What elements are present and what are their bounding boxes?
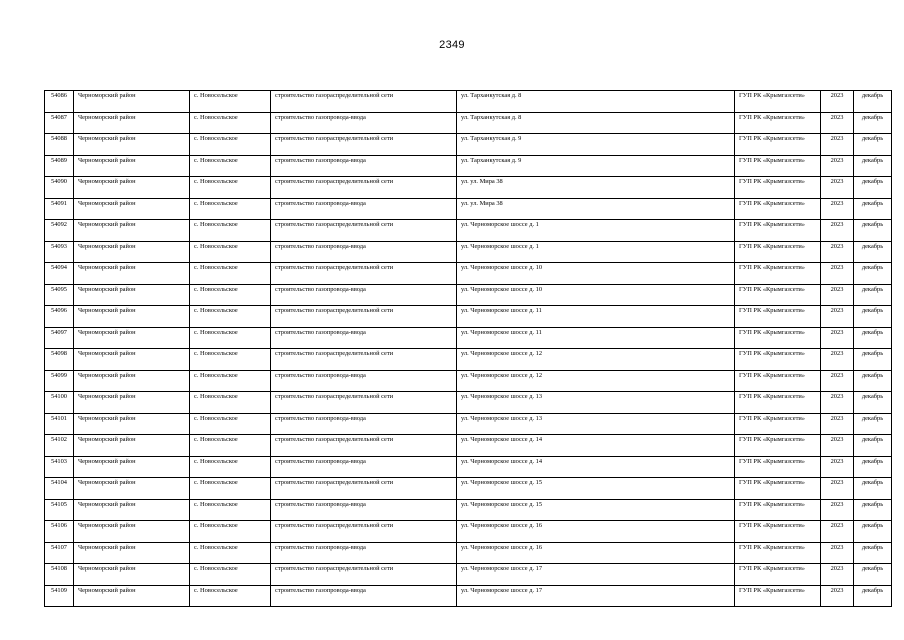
page-number: 2349 xyxy=(439,39,465,51)
cell-district: Черноморский район xyxy=(74,155,190,177)
cell-number: 54097 xyxy=(45,327,74,349)
cell-month: декабрь xyxy=(854,241,892,263)
cell-organization: ГУП РК «Крымгазсети» xyxy=(735,198,821,220)
cell-address: ул. Черноморское шоссе д. 1 xyxy=(457,241,735,263)
table-row xyxy=(45,478,892,500)
table-body xyxy=(45,91,892,607)
cell-locality: с. Новосельское xyxy=(190,306,271,328)
cell-year: 2023 xyxy=(821,91,854,113)
table-row xyxy=(45,91,892,113)
cell-organization: ГУП РК «Крымгазсети» xyxy=(735,263,821,285)
cell-work-type: строительство газопровода-ввода xyxy=(271,499,457,521)
cell-work-type: строительство газораспределительной сети xyxy=(271,263,457,285)
table-row xyxy=(45,241,892,263)
cell-locality: с. Новосельское xyxy=(190,456,271,478)
cell-address: ул. Черноморское шоссе д. 17 xyxy=(457,585,735,607)
cell-district: Черноморский район xyxy=(74,392,190,414)
cell-number: 54101 xyxy=(45,413,74,435)
cell-locality: с. Новосельское xyxy=(190,349,271,371)
cell-locality: с. Новосельское xyxy=(190,564,271,586)
table-row xyxy=(45,521,892,543)
cell-locality: с. Новосельское xyxy=(190,392,271,414)
cell-number: 54092 xyxy=(45,220,74,242)
table-row xyxy=(45,155,892,177)
cell-year: 2023 xyxy=(821,220,854,242)
cell-address: ул. Тарханкутская д. 8 xyxy=(457,112,735,134)
cell-organization: ГУП РК «Крымгазсети» xyxy=(735,177,821,199)
cell-work-type: строительство газораспределительной сети xyxy=(271,564,457,586)
cell-address: ул. Черноморское шоссе д. 10 xyxy=(457,263,735,285)
cell-locality: с. Новосельское xyxy=(190,91,271,113)
cell-year: 2023 xyxy=(821,306,854,328)
cell-organization: ГУП РК «Крымгазсети» xyxy=(735,327,821,349)
cell-district: Черноморский район xyxy=(74,177,190,199)
cell-month: декабрь xyxy=(854,478,892,500)
cell-work-type: строительство газопровода-ввода xyxy=(271,198,457,220)
cell-district: Черноморский район xyxy=(74,284,190,306)
cell-work-type: строительство газораспределительной сети xyxy=(271,435,457,457)
cell-month: декабрь xyxy=(854,220,892,242)
cell-organization: ГУП РК «Крымгазсети» xyxy=(735,413,821,435)
cell-district: Черноморский район xyxy=(74,327,190,349)
cell-year: 2023 xyxy=(821,564,854,586)
cell-organization: ГУП РК «Крымгазсети» xyxy=(735,241,821,263)
cell-number: 54100 xyxy=(45,392,74,414)
cell-month: декабрь xyxy=(854,456,892,478)
cell-address: ул. Черноморское шоссе д. 14 xyxy=(457,456,735,478)
cell-address: ул. Тарханкутская д. 8 xyxy=(457,91,735,113)
cell-number: 54087 xyxy=(45,112,74,134)
cell-locality: с. Новосельское xyxy=(190,155,271,177)
cell-work-type: строительство газопровода-ввода xyxy=(271,327,457,349)
table-row xyxy=(45,413,892,435)
cell-address: ул. Черноморское шоссе д. 15 xyxy=(457,499,735,521)
cell-district: Черноморский район xyxy=(74,456,190,478)
cell-district: Черноморский район xyxy=(74,306,190,328)
cell-work-type: строительство газопровода-ввода xyxy=(271,542,457,564)
cell-work-type: строительство газораспределительной сети xyxy=(271,177,457,199)
cell-work-type: строительство газораспределительной сети xyxy=(271,392,457,414)
cell-organization: ГУП РК «Крымгазсети» xyxy=(735,349,821,371)
cell-month: декабрь xyxy=(854,177,892,199)
cell-organization: ГУП РК «Крымгазсети» xyxy=(735,542,821,564)
cell-year: 2023 xyxy=(821,435,854,457)
cell-locality: с. Новосельское xyxy=(190,478,271,500)
table-row xyxy=(45,134,892,156)
cell-work-type: строительство газораспределительной сети xyxy=(271,220,457,242)
cell-year: 2023 xyxy=(821,585,854,607)
cell-month: декабрь xyxy=(854,499,892,521)
cell-month: декабрь xyxy=(854,155,892,177)
gasification-table xyxy=(44,90,892,607)
table-row xyxy=(45,542,892,564)
cell-address: ул. Черноморское шоссе д. 13 xyxy=(457,392,735,414)
cell-number: 54102 xyxy=(45,435,74,457)
table-row xyxy=(45,177,892,199)
cell-district: Черноморский район xyxy=(74,220,190,242)
cell-work-type: строительство газопровода-ввода xyxy=(271,585,457,607)
table-row xyxy=(45,220,892,242)
table-row xyxy=(45,349,892,371)
cell-work-type: строительство газораспределительной сети xyxy=(271,521,457,543)
cell-month: декабрь xyxy=(854,284,892,306)
cell-year: 2023 xyxy=(821,263,854,285)
cell-address: ул. Тарханкутская д. 9 xyxy=(457,155,735,177)
cell-address: ул. Черноморское шоссе д. 14 xyxy=(457,435,735,457)
cell-year: 2023 xyxy=(821,134,854,156)
cell-year: 2023 xyxy=(821,542,854,564)
table-row xyxy=(45,198,892,220)
cell-address: ул. Черноморское шоссе д. 13 xyxy=(457,413,735,435)
table-row xyxy=(45,564,892,586)
cell-number: 54090 xyxy=(45,177,74,199)
cell-address: ул. ул. Мира 38 xyxy=(457,198,735,220)
cell-address: ул. Черноморское шоссе д. 16 xyxy=(457,521,735,543)
cell-district: Черноморский район xyxy=(74,585,190,607)
cell-organization: ГУП РК «Крымгазсети» xyxy=(735,392,821,414)
cell-locality: с. Новосельское xyxy=(190,112,271,134)
table-row xyxy=(45,263,892,285)
cell-month: декабрь xyxy=(854,542,892,564)
cell-month: декабрь xyxy=(854,370,892,392)
cell-district: Черноморский район xyxy=(74,413,190,435)
cell-locality: с. Новосельское xyxy=(190,370,271,392)
cell-district: Черноморский район xyxy=(74,478,190,500)
cell-district: Черноморский район xyxy=(74,349,190,371)
cell-work-type: строительство газораспределительной сети xyxy=(271,349,457,371)
cell-organization: ГУП РК «Крымгазсети» xyxy=(735,112,821,134)
cell-number: 54094 xyxy=(45,263,74,285)
cell-number: 54091 xyxy=(45,198,74,220)
cell-number: 54098 xyxy=(45,349,74,371)
cell-number: 54105 xyxy=(45,499,74,521)
cell-address: ул. Черноморское шоссе д. 10 xyxy=(457,284,735,306)
cell-organization: ГУП РК «Крымгазсети» xyxy=(735,284,821,306)
table-row xyxy=(45,306,892,328)
cell-work-type: строительство газопровода-ввода xyxy=(271,155,457,177)
cell-organization: ГУП РК «Крымгазсети» xyxy=(735,370,821,392)
cell-number: 54107 xyxy=(45,542,74,564)
cell-district: Черноморский район xyxy=(74,564,190,586)
cell-year: 2023 xyxy=(821,370,854,392)
cell-work-type: строительство газопровода-ввода xyxy=(271,112,457,134)
cell-month: декабрь xyxy=(854,263,892,285)
cell-year: 2023 xyxy=(821,112,854,134)
cell-number: 54096 xyxy=(45,306,74,328)
cell-locality: с. Новосельское xyxy=(190,542,271,564)
cell-organization: ГУП РК «Крымгазсети» xyxy=(735,521,821,543)
cell-locality: с. Новосельское xyxy=(190,134,271,156)
cell-locality: с. Новосельское xyxy=(190,521,271,543)
cell-locality: с. Новосельское xyxy=(190,327,271,349)
cell-organization: ГУП РК «Крымгазсети» xyxy=(735,155,821,177)
table-row xyxy=(45,499,892,521)
cell-district: Черноморский район xyxy=(74,198,190,220)
cell-district: Черноморский район xyxy=(74,241,190,263)
cell-locality: с. Новосельское xyxy=(190,263,271,285)
cell-work-type: строительство газораспределительной сети xyxy=(271,91,457,113)
cell-year: 2023 xyxy=(821,241,854,263)
cell-locality: с. Новосельское xyxy=(190,198,271,220)
cell-number: 54106 xyxy=(45,521,74,543)
cell-organization: ГУП РК «Крымгазсети» xyxy=(735,134,821,156)
cell-month: декабрь xyxy=(854,564,892,586)
cell-number: 54093 xyxy=(45,241,74,263)
cell-locality: с. Новосельское xyxy=(190,499,271,521)
cell-district: Черноморский район xyxy=(74,499,190,521)
cell-organization: ГУП РК «Крымгазсети» xyxy=(735,456,821,478)
cell-month: декабрь xyxy=(854,91,892,113)
table-row xyxy=(45,456,892,478)
cell-number: 54089 xyxy=(45,155,74,177)
cell-number: 54086 xyxy=(45,91,74,113)
cell-year: 2023 xyxy=(821,392,854,414)
cell-year: 2023 xyxy=(821,499,854,521)
cell-work-type: строительство газопровода-ввода xyxy=(271,370,457,392)
table-row xyxy=(45,392,892,414)
cell-organization: ГУП РК «Крымгазсети» xyxy=(735,499,821,521)
cell-month: декабрь xyxy=(854,585,892,607)
cell-locality: с. Новосельское xyxy=(190,177,271,199)
cell-district: Черноморский район xyxy=(74,542,190,564)
cell-address: ул. Черноморское шоссе д. 17 xyxy=(457,564,735,586)
cell-number: 54108 xyxy=(45,564,74,586)
cell-organization: ГУП РК «Крымгазсети» xyxy=(735,91,821,113)
cell-month: декабрь xyxy=(854,435,892,457)
cell-locality: с. Новосельское xyxy=(190,241,271,263)
cell-organization: ГУП РК «Крымгазсети» xyxy=(735,435,821,457)
cell-year: 2023 xyxy=(821,413,854,435)
cell-number: 54103 xyxy=(45,456,74,478)
cell-locality: с. Новосельское xyxy=(190,435,271,457)
cell-address: ул. Черноморское шоссе д. 15 xyxy=(457,478,735,500)
cell-work-type: строительство газопровода-ввода xyxy=(271,413,457,435)
cell-district: Черноморский район xyxy=(74,112,190,134)
cell-district: Черноморский район xyxy=(74,370,190,392)
cell-month: декабрь xyxy=(854,413,892,435)
cell-year: 2023 xyxy=(821,198,854,220)
cell-work-type: строительство газораспределительной сети xyxy=(271,478,457,500)
cell-work-type: строительство газопровода-ввода xyxy=(271,456,457,478)
cell-address: ул. Черноморское шоссе д. 12 xyxy=(457,349,735,371)
cell-address: ул. ул. Мира 38 xyxy=(457,177,735,199)
cell-district: Черноморский район xyxy=(74,134,190,156)
cell-district: Черноморский район xyxy=(74,91,190,113)
cell-organization: ГУП РК «Крымгазсети» xyxy=(735,220,821,242)
cell-organization: ГУП РК «Крымгазсети» xyxy=(735,564,821,586)
cell-organization: ГУП РК «Крымгазсети» xyxy=(735,478,821,500)
cell-month: декабрь xyxy=(854,349,892,371)
cell-month: декабрь xyxy=(854,327,892,349)
cell-work-type: строительство газораспределительной сети xyxy=(271,306,457,328)
cell-address: ул. Черноморское шоссе д. 1 xyxy=(457,220,735,242)
cell-district: Черноморский район xyxy=(74,521,190,543)
cell-year: 2023 xyxy=(821,521,854,543)
cell-year: 2023 xyxy=(821,155,854,177)
cell-address: ул. Черноморское шоссе д. 11 xyxy=(457,306,735,328)
cell-organization: ГУП РК «Крымгазсети» xyxy=(735,306,821,328)
cell-year: 2023 xyxy=(821,349,854,371)
cell-locality: с. Новосельское xyxy=(190,413,271,435)
cell-year: 2023 xyxy=(821,284,854,306)
cell-month: декабрь xyxy=(854,521,892,543)
cell-year: 2023 xyxy=(821,478,854,500)
table-row xyxy=(45,370,892,392)
cell-year: 2023 xyxy=(821,177,854,199)
cell-address: ул. Тарханкутская д. 9 xyxy=(457,134,735,156)
table-row xyxy=(45,435,892,457)
cell-number: 54088 xyxy=(45,134,74,156)
cell-year: 2023 xyxy=(821,327,854,349)
cell-month: декабрь xyxy=(854,112,892,134)
cell-year: 2023 xyxy=(821,456,854,478)
cell-organization: ГУП РК «Крымгазсети» xyxy=(735,585,821,607)
cell-locality: с. Новосельское xyxy=(190,284,271,306)
cell-work-type: строительство газопровода-ввода xyxy=(271,284,457,306)
cell-locality: с. Новосельское xyxy=(190,585,271,607)
cell-month: декабрь xyxy=(854,306,892,328)
cell-address: ул. Черноморское шоссе д. 11 xyxy=(457,327,735,349)
cell-district: Черноморский район xyxy=(74,435,190,457)
cell-address: ул. Черноморское шоссе д. 16 xyxy=(457,542,735,564)
table-row xyxy=(45,284,892,306)
cell-number: 54109 xyxy=(45,585,74,607)
table-row xyxy=(45,112,892,134)
cell-locality: с. Новосельское xyxy=(190,220,271,242)
table-row xyxy=(45,585,892,607)
cell-number: 54095 xyxy=(45,284,74,306)
cell-address: ул. Черноморское шоссе д. 12 xyxy=(457,370,735,392)
cell-month: декабрь xyxy=(854,134,892,156)
cell-month: декабрь xyxy=(854,392,892,414)
table-row xyxy=(45,327,892,349)
cell-work-type: строительство газораспределительной сети xyxy=(271,134,457,156)
cell-district: Черноморский район xyxy=(74,263,190,285)
cell-month: декабрь xyxy=(854,198,892,220)
cell-work-type: строительство газопровода-ввода xyxy=(271,241,457,263)
cell-number: 54099 xyxy=(45,370,74,392)
cell-number: 54104 xyxy=(45,478,74,500)
